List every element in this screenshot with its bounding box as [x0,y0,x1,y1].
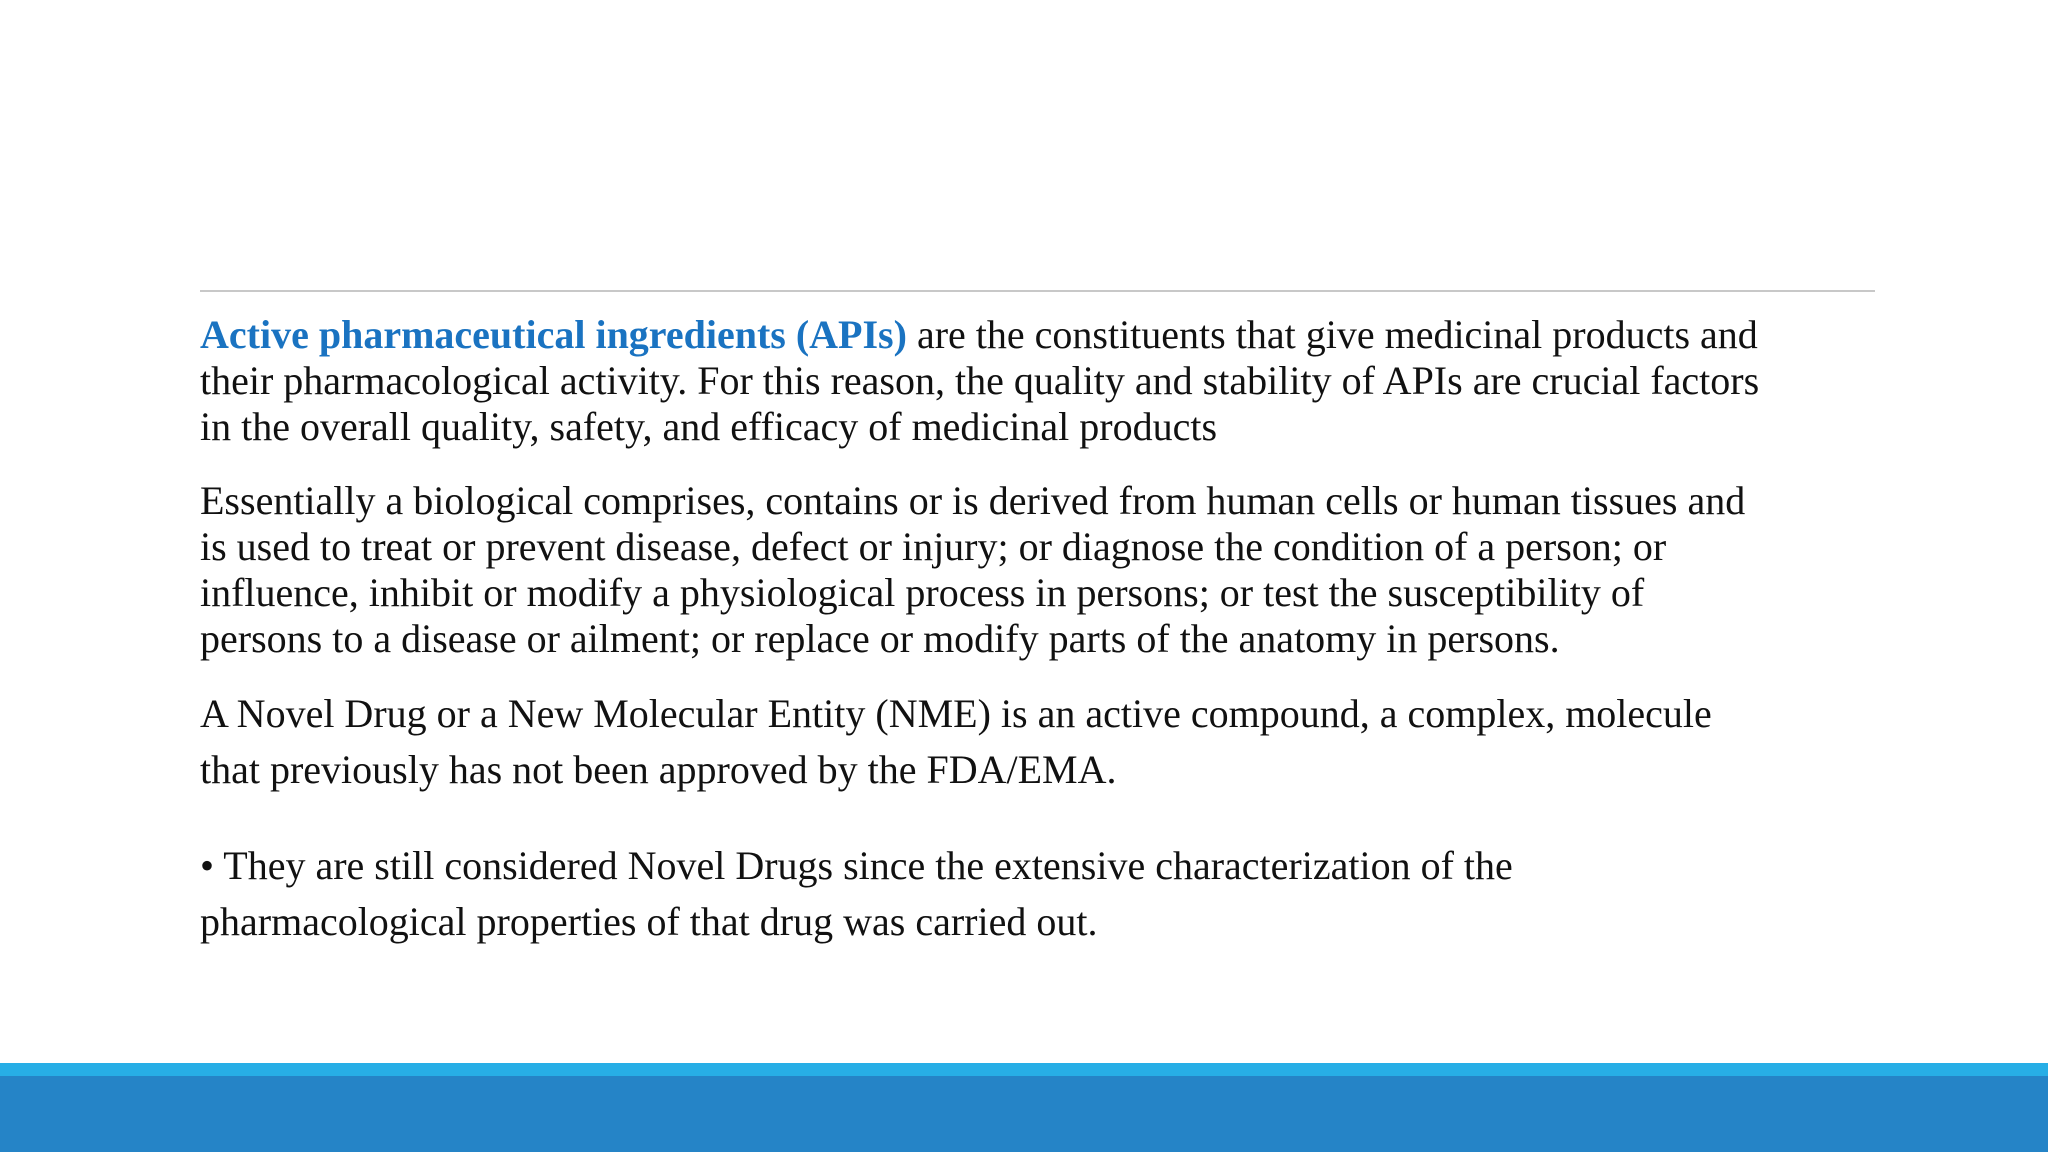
p1-line1-rest: are the constituents that give medicinal products and [906,312,1758,357]
p2-line3: influence, inhibit or modify a physiological process in persons; or test the susceptibility of [200,570,1645,615]
paragraph-apis [200,312,1900,450]
divider-line [200,290,1875,292]
p4-line1: • They are still considered Novel Drugs since the extensive characterization of the [200,843,1513,888]
p2-line4: persons to a disease or ailment; or replace or modify parts of the anatomy in persons. [200,616,1560,661]
apis-highlight: Active pharmaceutical ingredients (APIs) [200,312,907,357]
paragraph-novel-drug [200,686,1900,798]
p3-line2: that previously has not been approved by the FDA/EMA. [200,747,1117,792]
footer-bar [0,1076,2048,1152]
p1-line2: their pharmacological activity. For this reason, the quality and stability of APIs are crucial factors [200,358,1760,403]
p1-line3: in the overall quality, safety, and efficacy of medicinal products [200,404,1218,449]
p3-line1: A Novel Drug or a New Molecular Entity (NME) is an active compound, a complex, molecule [200,691,1712,736]
bullet-novel-drugs [200,838,1900,950]
slide-body [200,312,1900,950]
footer-accent-bar [0,1063,2048,1076]
p4-line2: pharmacological properties of that drug was carried out. [200,899,1098,944]
p2-line2: is used to treat or prevent disease, defect or injury; or diagnose the condition of a person; or [200,524,1667,569]
p2-line1: Essentially a biological comprises, contains or is derived from human cells or human tissues and [200,478,1746,523]
paragraph-biological [200,478,1900,662]
